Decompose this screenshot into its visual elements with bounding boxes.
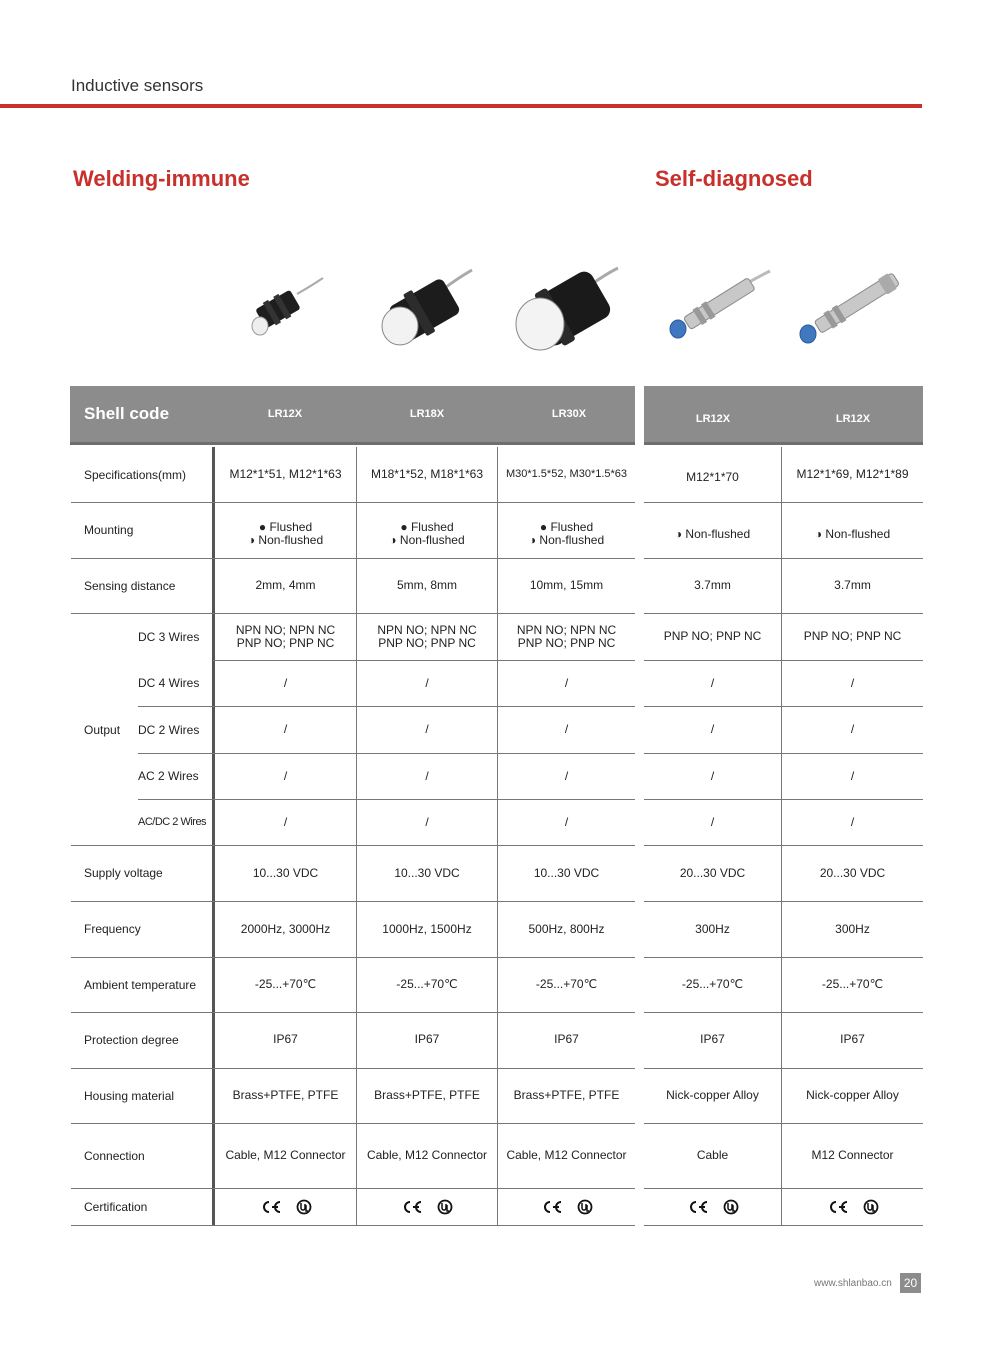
acdc2-col4: / <box>710 814 715 829</box>
dc3-line2: PNP NO; PNP NC <box>378 635 476 650</box>
spec-col1: M12*1*51, M12*1*63 <box>229 467 342 481</box>
mounting-non-flushed: ◑ Non-flushed <box>389 533 465 547</box>
row-label-frequency: Frequency <box>84 922 141 936</box>
ce-mark-icon <box>260 1200 282 1214</box>
output-dc3-label: DC 3 Wires <box>138 629 200 644</box>
dc3-line1: NPN NO; NPN NC <box>516 622 617 637</box>
dc4-col5: / <box>850 675 855 690</box>
ac2-col3: / <box>564 768 569 783</box>
supply-col5: 20...30 VDC <box>819 865 886 880</box>
ce-mark-icon <box>401 1200 423 1214</box>
spec-col2: M18*1*52, M18*1*63 <box>370 467 484 481</box>
row-label-specifications: Specifications(mm) <box>84 467 187 482</box>
housing-col2: Brass+PTFE, PTFE <box>374 1088 480 1102</box>
certification-col1 <box>215 1188 356 1225</box>
sensing-col2: 5mm, 8mm <box>397 578 457 592</box>
ul-mark-icon <box>577 1199 593 1215</box>
dc4-col3: / <box>564 675 569 690</box>
ce-mark-icon <box>687 1200 709 1214</box>
dc3-col4: PNP NO; PNP NC <box>663 629 762 643</box>
sensing-col1: 2mm, 4mm <box>255 578 316 592</box>
connection-col3: Cable, M12 Connector <box>506 1148 627 1162</box>
row-label-supply-voltage: Supply voltage <box>84 866 163 880</box>
output-dc2-label: DC 2 Wires <box>138 722 200 737</box>
shell-code-label: Shell code <box>84 404 170 423</box>
page-number: 20 <box>900 1273 921 1293</box>
dc2-col5: / <box>850 722 855 736</box>
header-rule <box>0 104 922 108</box>
sensor-image-lr18x <box>376 262 476 352</box>
housing-col1: Brass+PTFE, PTFE <box>232 1088 339 1102</box>
group-gap <box>635 445 644 1227</box>
ambient-col2: -25...+70℃ <box>396 977 458 991</box>
dc4-col2: / <box>425 675 429 690</box>
supply-col1: 10...30 VDC <box>252 865 319 880</box>
ac2-col1: / <box>283 768 288 783</box>
row-label-connection: Connection <box>84 1148 145 1163</box>
output-acdc2-label: AC/DC 2 Wires <box>138 816 207 828</box>
protection-col3: IP67 <box>554 1031 579 1046</box>
dc2-col1: / <box>283 722 288 736</box>
spec-col3: M30*1.5*52, M30*1.5*63 <box>505 468 628 480</box>
protection-col5: IP67 <box>840 1031 865 1046</box>
ce-mark-icon <box>827 1200 849 1214</box>
acdc2-col1: / <box>283 814 288 829</box>
mounting-col5: ◑ Non-flushed <box>814 526 891 541</box>
mounting-non-flushed: ◑ Non-flushed <box>247 533 324 547</box>
shell-code-col2: LR18X <box>409 408 445 420</box>
mounting-non-flushed: ◑ Non-flushed <box>528 533 605 547</box>
row-label-ambient-temperature: Ambient temperature <box>84 977 197 992</box>
sensing-col5: 3.7mm <box>834 578 871 592</box>
dc2-col3: / <box>564 722 569 736</box>
certification-col5 <box>782 1188 923 1225</box>
dc3-line2: PNP NO; PNP NC <box>236 635 335 650</box>
row-label-mounting: Mounting <box>84 523 134 537</box>
sensor-image-lr12x-connector <box>796 262 911 347</box>
ambient-col3: -25...+70℃ <box>535 977 598 991</box>
dc2-col2: / <box>425 722 429 736</box>
ac2-col4: / <box>710 768 715 783</box>
output-dc4-label: DC 4 Wires <box>138 676 200 690</box>
dc4-col1: / <box>283 675 288 690</box>
frequency-col3: 500Hz, 800Hz <box>528 921 605 936</box>
row-label-protection-degree: Protection degree <box>84 1033 179 1047</box>
section-title-self-diagnosed: Self-diagnosed <box>655 166 813 191</box>
footer-url[interactable]: www.shlanbao.cn <box>814 1278 892 1289</box>
supply-col3: 10...30 VDC <box>533 865 600 880</box>
dc3-line1: NPN NO; NPN NC <box>235 622 336 637</box>
connection-col2: Cable, M12 Connector <box>366 1148 488 1162</box>
connection-col5: M12 Connector <box>811 1148 894 1162</box>
section-title-welding-immune: Welding-immune <box>73 166 250 191</box>
sensor-image-lr12x <box>245 272 325 342</box>
supply-col2: 10...30 VDC <box>394 865 460 880</box>
dc3-col2 <box>357 613 497 660</box>
row-label-certification: Certification <box>84 1199 148 1214</box>
frequency-col4: 300Hz <box>695 921 730 936</box>
ambient-col5: -25...+70℃ <box>821 977 884 991</box>
ul-mark-icon <box>863 1199 879 1215</box>
sensor-image-lr12x-cable <box>664 265 774 345</box>
row-label-output: Output <box>84 722 121 737</box>
acdc2-col5: / <box>850 814 855 829</box>
mounting-col4: ◑ Non-flushed <box>674 526 751 541</box>
frequency-col5: 300Hz <box>835 921 870 936</box>
mounting-col2 <box>357 502 497 566</box>
housing-col4: Nick-copper Alloy <box>666 1088 759 1102</box>
sensor-image-lr30x <box>512 260 622 355</box>
dc3-line1: NPN NO; NPN NC <box>377 622 477 637</box>
row-label-housing-material: Housing material <box>84 1088 175 1103</box>
mounting-flushed: ● Flushed <box>258 520 313 534</box>
dc4-col4: / <box>710 675 715 690</box>
shell-code-col4: LR12X <box>695 413 731 425</box>
ce-mark-icon <box>541 1200 563 1214</box>
dc3-col5: PNP NO; PNP NC <box>803 629 902 643</box>
spec-col5: M12*1*69, M12*1*89 <box>796 467 909 481</box>
connection-col4: Cable <box>696 1148 729 1162</box>
dc2-col4: / <box>710 722 715 736</box>
ambient-col4: -25...+70℃ <box>681 977 744 991</box>
ul-mark-icon <box>296 1199 312 1215</box>
ul-mark-icon <box>723 1199 739 1215</box>
output-ac2-label: AC 2 Wires <box>138 769 199 783</box>
frequency-col2: 1000Hz, 1500Hz <box>382 921 472 936</box>
frequency-col1: 2000Hz, 3000Hz <box>240 921 331 936</box>
dc3-col1 <box>215 613 356 660</box>
shell-code-col3: LR30X <box>551 408 587 420</box>
certification-col4 <box>644 1188 781 1225</box>
acdc2-col3: / <box>564 814 569 829</box>
dc3-line2: PNP NO; PNP NC <box>517 635 616 650</box>
housing-col5: Nick-copper Alloy <box>806 1088 899 1102</box>
row-label-sensing-distance: Sensing distance <box>84 578 176 593</box>
acdc2-col2: / <box>425 814 429 829</box>
header-title: Inductive sensors <box>71 76 204 95</box>
sensing-col3: 10mm, 15mm <box>529 578 604 592</box>
mounting-flushed: ● Flushed <box>539 520 594 534</box>
protection-col2: IP67 <box>414 1031 440 1046</box>
mounting-col1 <box>215 502 356 566</box>
ac2-col2: / <box>425 768 429 783</box>
ambient-col1: -25...+70℃ <box>254 977 317 991</box>
housing-col3: Brass+PTFE, PTFE <box>513 1088 620 1102</box>
certification-col2 <box>357 1188 497 1225</box>
connection-col1: Cable, M12 Connector <box>225 1148 346 1162</box>
ac2-col5: / <box>850 768 855 783</box>
certification-col3 <box>498 1188 635 1225</box>
mounting-flushed: ● Flushed <box>400 520 454 534</box>
dc3-col3 <box>498 613 635 660</box>
supply-col4: 20...30 VDC <box>679 865 746 880</box>
protection-col4: IP67 <box>700 1031 725 1046</box>
sensing-col4: 3.7mm <box>694 578 731 592</box>
shell-code-col5: LR12X <box>835 413 871 425</box>
protection-col1: IP67 <box>273 1031 298 1046</box>
shell-code-col1: LR12X <box>267 408 303 420</box>
ul-mark-icon <box>437 1199 453 1215</box>
mounting-col3 <box>498 502 635 566</box>
spec-col4: M12*1*70 <box>686 469 739 484</box>
